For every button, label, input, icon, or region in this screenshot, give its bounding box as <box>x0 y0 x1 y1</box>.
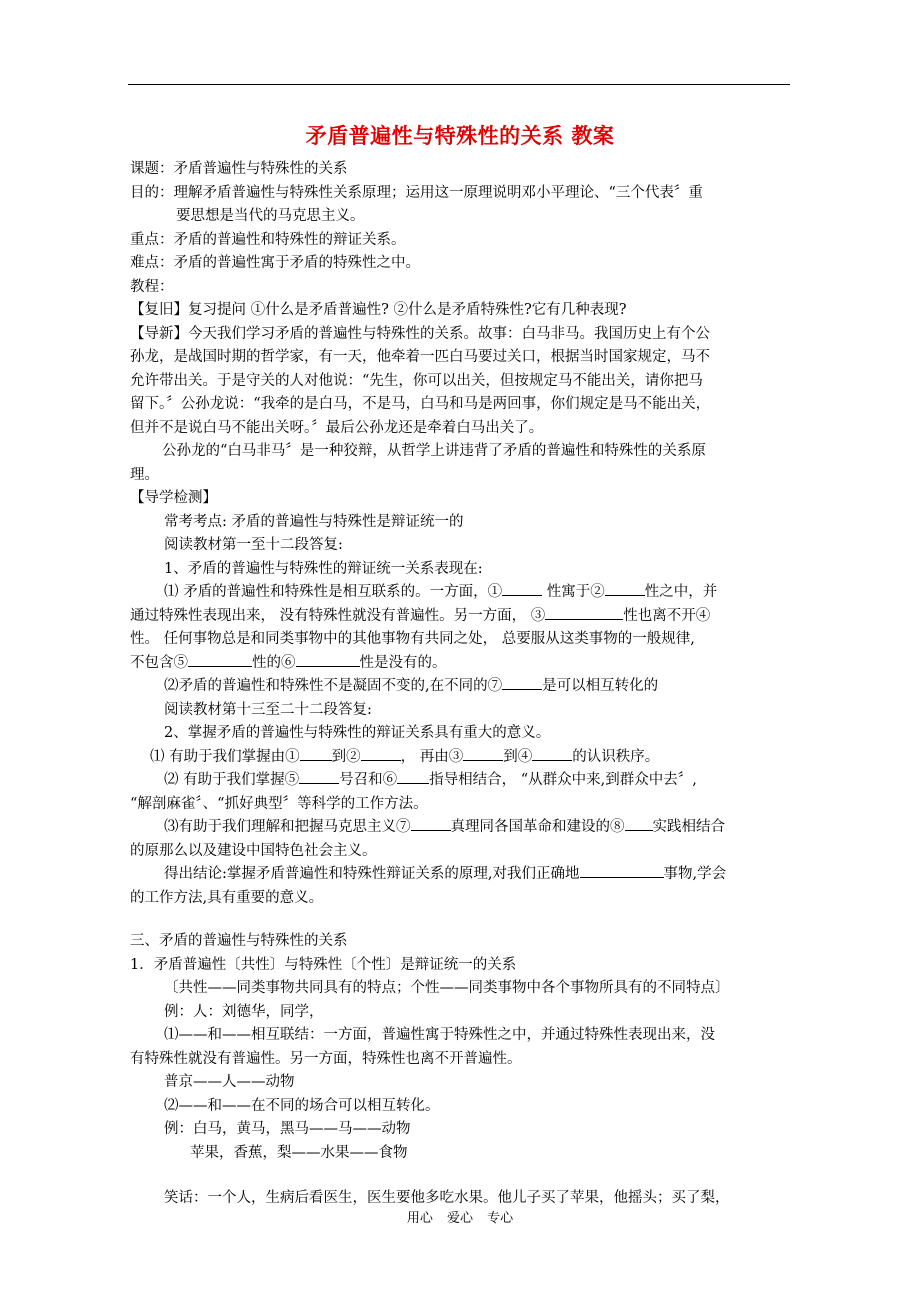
question-2-part-1: ⑴ 有助于我们掌握由① 到② ， 再由③ 到④ 的认识秩序。 <box>130 746 792 770</box>
answer-blank[interactable] <box>296 652 360 667</box>
intro-line: 允许带出关。于是守关的人对他说：“先生，你可以出关，但按规定马不能出关，请你把马 <box>130 372 703 389</box>
conclusion: 得出结论:掌握矛盾普遍性和特殊性辩证关系的原理,对我们正确地 事物,学会 <box>130 863 792 887</box>
question-1-part-1: ⑴ 矛盾的普遍性和特殊性是相互联系的。一方面，① 性寓于② 性之中，并 <box>130 581 792 605</box>
intro-line: 孙龙，是战国时期的哲学家，有一天，他牵着一匹白马要过关口，根据当时国家规定，马不 <box>130 349 710 365</box>
intro-line: 但并不是说白马不能出关呀。〞最后公孙龙还是牵着白马出关了。 <box>130 419 544 436</box>
point-2-line: ⑵——和——在不同的场合可以相互转化。 <box>164 1097 440 1114</box>
page-footer: 用心 爱心 专心 <box>406 1211 514 1226</box>
joke-line: 笑话：一个人，生病后看医生，医生要他多吃水果。他儿子买了苹果，他摇头；买了梨， <box>164 1190 730 1206</box>
review-line: 【复旧】复习提问 ①什么是矛盾普遍性? ②什么是矛盾特殊性?它有几种表现? <box>130 302 627 318</box>
answer-blank[interactable] <box>502 581 542 596</box>
example-line: 例：白马，黄马，黑马——马——动物 <box>164 1121 411 1137</box>
document-body <box>130 158 792 1211</box>
question-2-part-2-line2: “解剖麻雀〞、“抓好典型〞等科学的工作方法。 <box>130 795 428 812</box>
question-1-part-2: ⑵矛盾的普遍性和特殊性不是凝固不变的,在不同的⑦ 是可以相互转化的 <box>130 675 792 699</box>
question-2-part-3-line2: 的原那么以及建设中国特色社会主义。 <box>130 842 377 859</box>
point-1-line: ⑴——和——相互联结：一方面，普遍性寓于特殊性之中，并通过特殊性表现出来，没 <box>164 1027 715 1043</box>
guide-heading: 【导学检测】 <box>130 490 217 506</box>
answer-blank[interactable] <box>411 816 451 831</box>
difficulty-line: 难点：矛盾的普遍性寓于矛盾的特殊性之中。 <box>130 255 420 271</box>
answer-blank[interactable] <box>502 675 542 690</box>
comment-line: 公孙龙的“白马非马〞是一种狡辩，从哲学上讲违背了矛盾的普遍性和特殊性的关系原 <box>162 443 706 459</box>
question-2-part-2: ⑵ 有助于我们掌握⑤ 号召和⑥ 指导相结合， “从群众中来,到群众中去〞, <box>130 769 792 793</box>
question-1: 1、矛盾的普遍性与特殊性的辩证统一关系表现在: <box>164 560 483 577</box>
answer-blank[interactable] <box>625 816 653 831</box>
question-1-part-1-line3: 性。 任何事物总是和同类事物中的其他事物有共同之处， 总要服从这类事物的一般规律, <box>130 631 695 647</box>
answer-blank[interactable] <box>300 746 332 761</box>
answer-blank[interactable] <box>299 769 339 784</box>
example-line: 例：人：刘德华，同学， <box>164 1003 324 1020</box>
question-2-part-3: ⑶有助于我们理解和把握马克思主义⑦ 真理同各国革命和建设的⑧ 实践相结合 <box>130 816 792 840</box>
question-2: 2、掌握矛盾的普遍性与特殊性的辩证关系具有重大的意义。 <box>164 725 551 741</box>
section-3-heading: 三、矛盾的普遍性与特殊性的关系 <box>130 933 348 949</box>
answer-blank[interactable] <box>545 605 623 620</box>
chain-example: 普京——人——动物 <box>164 1074 295 1090</box>
section-3-subheading: 1．矛盾普遍性〔共性〕与特殊性〔个性〕是辩证统一的关系 <box>130 956 517 973</box>
document-title: 矛盾普遍性与特殊性的关系 教案 <box>305 124 615 148</box>
definition-line: 〔共性——同类事物共同具有的特点；个性——同类事物中各个事物所具有的不同特点〕 <box>164 980 730 996</box>
point-1-line2: 有特殊性就没有普遍性。另一方面，特殊性也离不开普遍性。 <box>130 1050 522 1067</box>
goal-line-2: 要思想是当代的马克思主义。 <box>176 208 365 224</box>
intro-line: 留下。〞公孙龙说：“我牵的是白马，不是马，白马和马是两回事，你们规定是马不能出关， <box>130 396 711 412</box>
intro-line: 【导新】今天我们学习矛盾的普遍性与特殊性的关系。故事：白马非马。我国历史上有个公 <box>130 325 710 342</box>
answer-blank[interactable] <box>361 746 401 761</box>
reading-instruction: 阅读教材第十三至二十二段答复: <box>164 701 372 718</box>
answer-blank[interactable] <box>397 769 429 784</box>
answer-blank[interactable] <box>463 746 503 761</box>
answer-blank[interactable] <box>188 652 252 667</box>
answer-blank[interactable] <box>532 746 572 761</box>
answer-blank[interactable] <box>580 863 664 878</box>
conclusion-line2: 的工作方法,具有重要的意义。 <box>130 889 324 906</box>
answer-blank[interactable] <box>605 581 645 596</box>
goal-line-1: 目的：理解矛盾普遍性与特殊性关系原理；运用这一原理说明邓小平理论、“三个代表〞重 <box>130 184 703 201</box>
key-point-line: 重点：矛盾的普遍性和特殊性的辩证关系。 <box>130 231 406 248</box>
process-line: 教程： <box>130 278 174 295</box>
question-1-part-1-line4: 不包含⑤ 性的⑥ 性是没有的。 <box>130 652 792 676</box>
example-line: 苹果，香蕉，梨——水果——食物 <box>190 1144 408 1161</box>
header-rule <box>128 84 790 85</box>
exam-point: 常考考点: 矛盾的普遍性与特殊性是辩证统一的 <box>164 513 464 530</box>
question-1-part-1-line2: 通过特殊性表现出来， 没有特殊性就没有普遍性。另一方面， ③ 性也离不开④ <box>130 605 792 629</box>
reading-instruction: 阅读教材第一至十二段答复: <box>164 537 343 553</box>
topic-line: 课题：矛盾普遍性与特殊性的关系 <box>130 161 348 177</box>
comment-line: 理。 <box>130 466 159 483</box>
